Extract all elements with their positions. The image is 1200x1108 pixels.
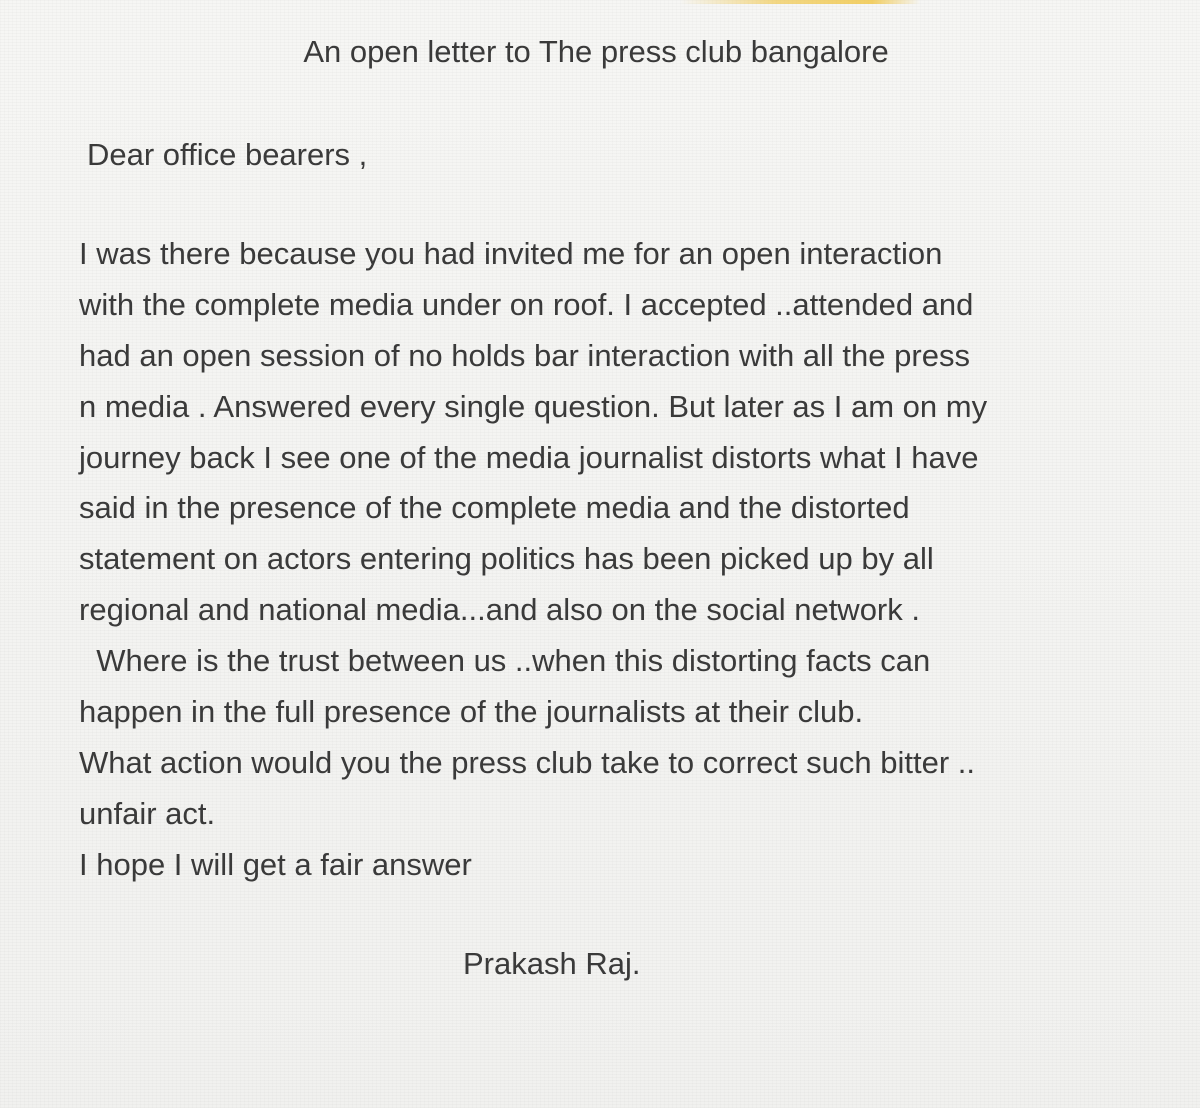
body-line: n media . Answered every single question. But later as I am on my	[79, 388, 988, 424]
body-line: I hope I will get a fair answer	[79, 846, 472, 882]
body-line: I was there because you had invited me for an open interaction	[79, 236, 943, 271]
body-line: statement on actors entering politics has been picked up by all	[79, 541, 934, 577]
body-line: said in the presence of the complete media and the distorted	[79, 490, 910, 526]
body-line: with the complete media under on roof. I accepted ..attended and	[79, 286, 974, 322]
salutation: Dear office bearers ,	[87, 137, 368, 172]
body-line: happen in the full presence of the journalists at their club.	[79, 694, 864, 730]
body-line: had an open session of no holds bar interaction with all the press	[79, 337, 970, 373]
body-line: Where is the trust between us ..when this distorting facts can	[79, 643, 931, 679]
letter-body	[79, 232, 1179, 894]
signature: Prakash Raj.	[463, 946, 641, 981]
body-line: regional and national media...and also on the social network .	[79, 592, 920, 628]
paper-top-edge	[680, 0, 920, 4]
body-line: What action would you the press club take to correct such bitter ..	[79, 744, 975, 780]
body-line: journey back I see one of the media journalist distorts what I have	[79, 439, 979, 475]
letter-title: An open letter to The press club bangalore	[303, 34, 889, 69]
body-line: unfair act.	[79, 795, 216, 831]
